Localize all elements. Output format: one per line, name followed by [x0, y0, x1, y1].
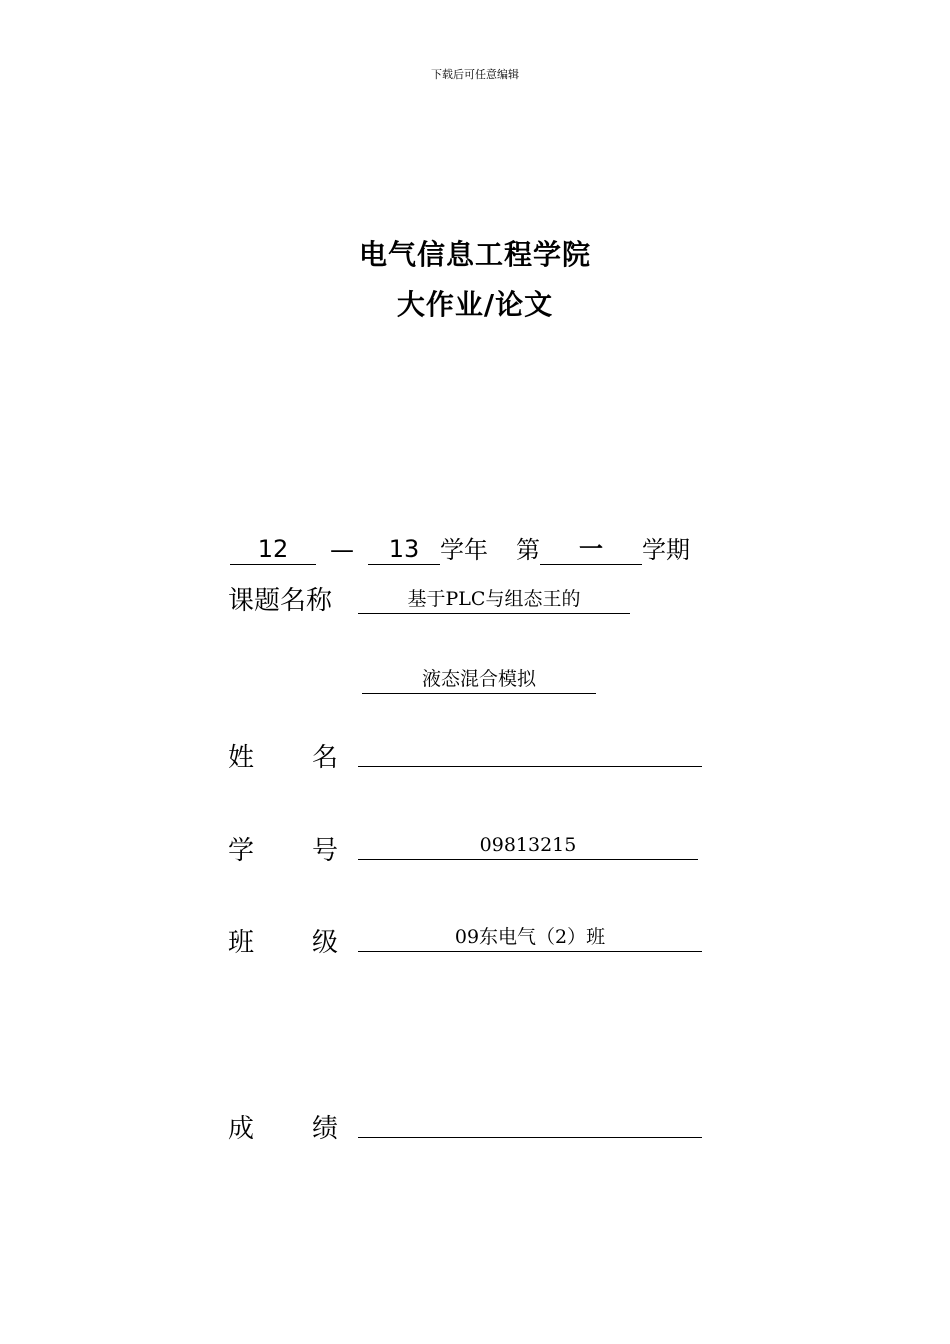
year-label: 学年	[440, 536, 488, 564]
grade-field	[358, 1109, 702, 1138]
student-id-label-char-1: 学	[228, 836, 255, 866]
semester-field: 一	[540, 534, 642, 565]
class-label-char-1: 班	[228, 928, 255, 958]
topic-line-2: 液态混合模拟	[362, 665, 596, 694]
header-note: 下载后可任意编辑	[431, 68, 519, 81]
document-type-title: 大作业/论文	[396, 288, 554, 321]
college-title: 电气信息工程学院	[358, 238, 591, 271]
semester-label: 学期	[642, 536, 690, 564]
year-dash: —	[330, 536, 354, 564]
topic-line-1: 基于PLC与组态王的	[358, 585, 630, 614]
grade-label-char-1: 成	[228, 1114, 255, 1144]
student-id-label-char-2: 号	[312, 836, 339, 866]
academic-term-row	[230, 530, 690, 565]
name-field	[358, 738, 702, 767]
grade-label-char-2: 绩	[312, 1114, 339, 1144]
student-id-field: 09813215	[358, 831, 698, 860]
semester-prefix: 第	[516, 536, 540, 564]
grade-label	[228, 1108, 340, 1145]
class-label-char-2: 级	[312, 928, 339, 958]
name-label	[228, 737, 340, 774]
year-start-field: 12	[230, 534, 316, 565]
name-label-char-2: 名	[312, 743, 339, 773]
year-end-field: 13	[368, 534, 440, 565]
class-label	[228, 922, 340, 959]
class-field: 09东电气（2）班	[358, 923, 702, 952]
topic-label: 课题名称	[228, 586, 333, 616]
student-id-label	[228, 830, 340, 867]
name-label-char-1: 姓	[228, 743, 255, 773]
